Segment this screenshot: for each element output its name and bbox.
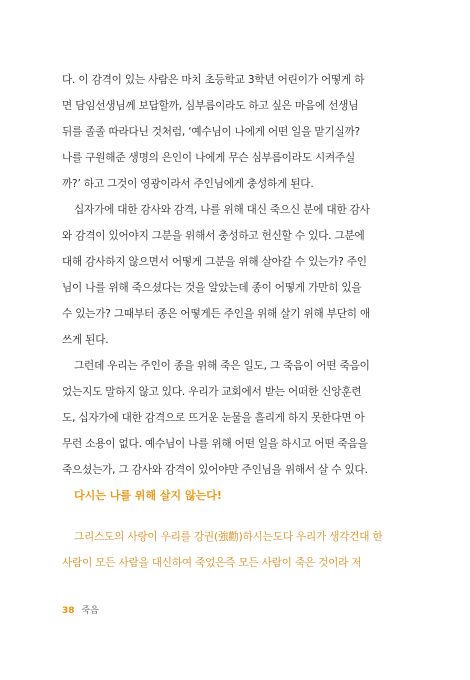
body-line: 수 있는가? 그때부터 종은 어떻게든 주인을 위해 살기 위해 부단히 애 bbox=[62, 308, 371, 320]
body-line: 십자가에 대한 감사와 감격, 나를 위해 대신 죽으신 분에 대한 감사 bbox=[74, 204, 370, 216]
body-line: 나를 구원해준 생명의 은인이 나에게 무슨 심부름이라도 시켜주실 bbox=[62, 152, 356, 164]
scripture-quote bbox=[62, 524, 412, 576]
body-line: 었는지도 말하지 않고 있다. 우리가 교회에서 받는 어떠한 신앙훈련 bbox=[62, 386, 362, 398]
body-line: 와 감격이 있어야지 그분을 위해서 충성하고 헌신할 수 있다. 그분에 bbox=[62, 230, 365, 242]
page-footer bbox=[62, 603, 99, 616]
section-heading: 다시는 나를 위해 살지 않는다! bbox=[74, 489, 222, 502]
body-line: 까?’ 하고 그것이 영광이라서 주인님에게 충성하게 된다. bbox=[62, 178, 314, 190]
body-line: 님이 나를 위해 죽으셨다는 것을 알았는데 종이 어떻게 가만히 있을 bbox=[62, 282, 362, 294]
chapter-title: 죽음 bbox=[81, 606, 99, 616]
quote-line: 그리스도의 사랑이 우리를 강권(強勸)하시는도다 우리가 생각건대 한 bbox=[74, 531, 383, 543]
body-line: 그런데 우리는 주인이 종을 위해 죽은 일도, 그 죽음이 어떤 죽음이 bbox=[74, 360, 370, 372]
body-line: 쓰게 된다. bbox=[62, 334, 109, 346]
body-line: 다. 이 감격이 있는 사람은 마치 초등학교 3학년 어린이가 어떻게 하 bbox=[62, 74, 365, 86]
body-line: 도, 십자가에 대한 감격으로 뜨거운 눈물을 흘리게 하지 못한다면 아 bbox=[62, 412, 365, 424]
body-line: 무런 소용이 없다. 예수님이 나를 위해 어떤 일을 하시고 어떤 죽음을 bbox=[62, 438, 368, 450]
quote-line: 사람이 모든 사람을 대신하여 죽었은즉 모든 사람이 죽은 것이라 저 bbox=[62, 557, 362, 569]
body-text bbox=[62, 67, 412, 483]
body-line: 뒤를 졸졸 따라다닌 것처럼, ‘예수님이 나에게 어떤 일을 맡기실까? bbox=[62, 126, 360, 138]
body-line: 면 담임선생님께 보답할까, 심부름이라도 하고 싶은 마음에 선생님 bbox=[62, 100, 359, 112]
body-line: 대해 감사하지 않으면서 어떻게 그분을 위해 살아갈 수 있는가? 주인 bbox=[62, 256, 367, 268]
page-number: 38 bbox=[62, 606, 75, 616]
body-line: 죽으셨는가, 그 감사와 감격이 있어야만 주인님을 위해서 살 수 있다. bbox=[62, 464, 368, 476]
